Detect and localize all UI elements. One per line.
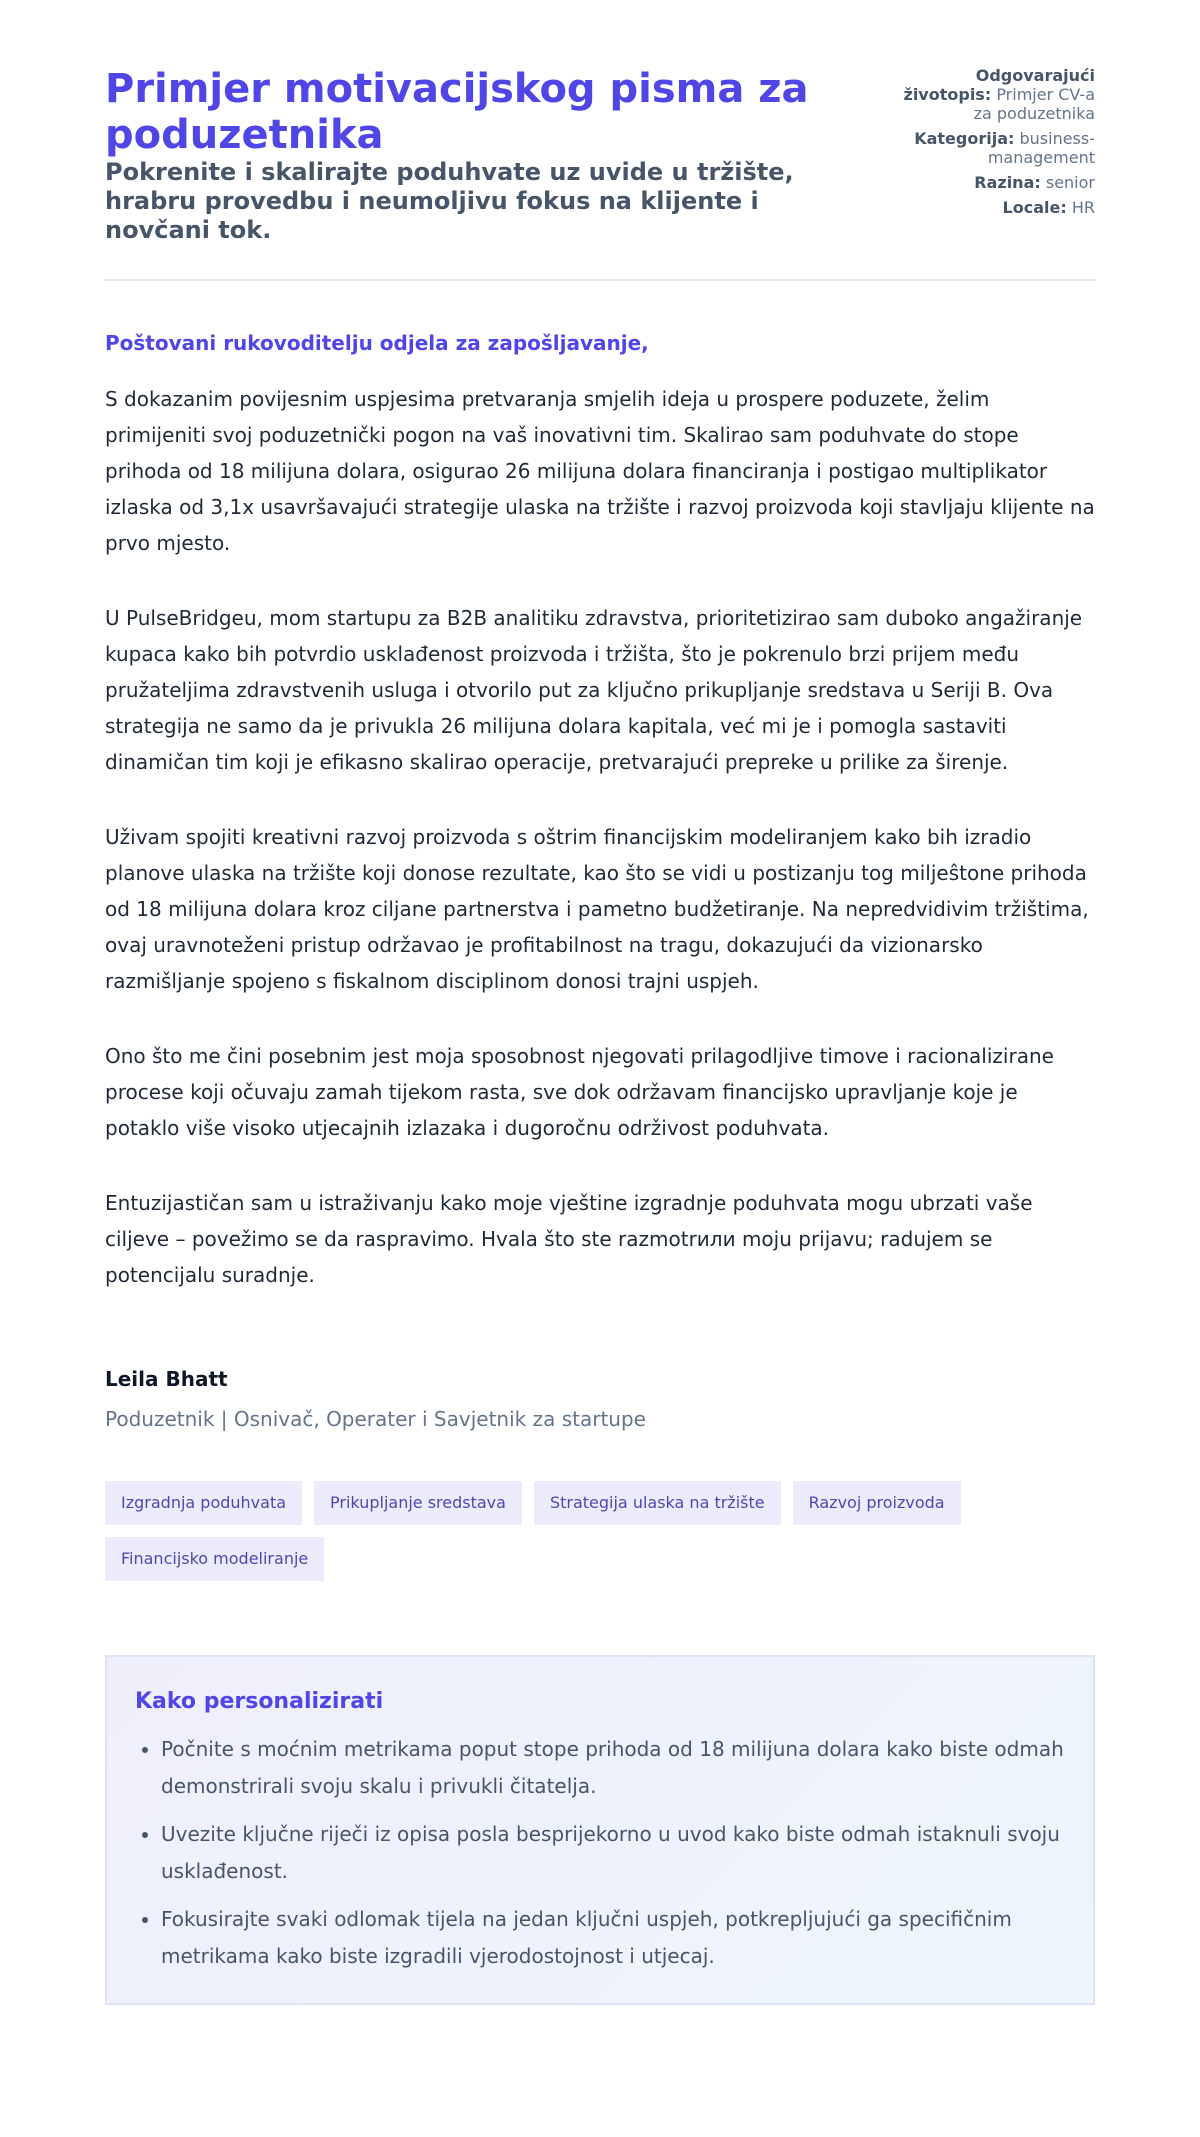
tips-title: Kako personalizirati — [135, 1689, 384, 1714]
letter-paragraph: S dokazanim povijesnim uspjesima pretvaranja smjelih ideja u prospere poduzete, želim primijeniti svoj poduzetnički pogon na vaš inovativni tim. Skalirao sam poduhvate do stope prihoda od 18 milijuna dolara, osigurao 26 milijuna dolara financiranja i postigao multiplikator izlaska od 3,1x usavršavajući strategije ulaska na tržište i razvoj proizvoda koji stavljaju klijente na prvo mjesto. — [105, 387, 1095, 555]
personalization-tips — [105, 1655, 1095, 2005]
meta-locale-value: HR — [1071, 198, 1095, 217]
meta-locale — [885, 198, 1095, 217]
signature-name: Leila Bhatt — [105, 1367, 228, 1391]
cover-letter-page — [105, 0, 1095, 2005]
signature-block — [105, 1365, 1095, 1433]
meta-category — [885, 129, 1095, 167]
tip-item: • Uvezite ključne riječi iz opisa posla besprijekorno u uvod kako biste odmah istaknuli svoju usklađenost. — [161, 1816, 1065, 1890]
letter-paragraph: Uživam spojiti kreativni razvoj proizvoda s oštrim financijskim modeliranjem kako bih izradio planove ulaska na tržište koji donose rezultate, kao što se vidi u postizanju tog miljeŝtone prihoda od 18 milijuna dolara kroz ciljane partnerstva i pametno budžetiranje. Na nepredvidivim tržištima, ovaj uravnoteženi pristup održavao je profitabilnost na tragu, dokazujući da vizionarsko razmišljanje spojeno s fiskalnom disciplinom donosi trajni uspjeh. — [105, 825, 1089, 993]
meta-resume-value[interactable]: Primjer CV-a za poduzetnika — [973, 85, 1095, 123]
page-title: Primjer motivacijskog pisma za poduzetnika — [105, 66, 809, 158]
meta-locale-label: Locale: — [1002, 198, 1067, 217]
skill-tag: Razvoj proizvoda — [793, 1481, 961, 1525]
skill-tag: Prikupljanje sredstava — [314, 1481, 522, 1525]
meta-category-label: Kategorija: — [914, 129, 1015, 148]
skill-tags — [105, 1481, 1095, 1581]
tip-item: • Fokusirajte svaki odlomak tijela na jedan ključni uspjeh, potkrepljujući ga specifičnim metrikama kako biste izgradili vjerodostojnost i utjecaj. — [161, 1901, 1065, 1975]
meta-level-value: senior — [1045, 173, 1095, 192]
skill-tag: Izgradnja poduhvata — [105, 1481, 302, 1525]
header-titles — [105, 66, 865, 245]
meta-resume — [885, 66, 1095, 123]
skill-tag: Financijsko modeliranje — [105, 1537, 324, 1581]
letter-paragraph: Entuzijastičan sam u istraživanju kako moje vještine izgradnje poduhvata mogu ubrzati vaše ciljeve – povežimo se da raspravimo. Hvala što ste razmotrили moju prijavu; radujem se potencijalu suradnje. — [105, 1191, 1033, 1287]
meta-level-label: Razina: — [974, 173, 1041, 192]
tips-list — [135, 1731, 1065, 1975]
page-header — [105, 66, 1095, 281]
tip-item: • Počnite s moćnim metrikama poput stope prihoda od 18 milijuna dolara kako biste odmah demonstrirali svoju skalu i privukli čitatelja. — [161, 1731, 1065, 1805]
skill-tag: Strategija ulaska na tržište — [534, 1481, 781, 1525]
meta-resume-label: Odgovarajući životopis: — [903, 66, 1095, 104]
letter-paragraph: U PulseBridgeu, mom startupu za B2B analitiku zdravstva, prioritetizirao sam duboko angažiranje kupaca kako bih potvrdio usklađenost proizvoda i tržišta, što je pokrenulo brzi prijem među pružateljima zdravstvenih usluga i otvorilo put za ključno prikupljanje sredstava u Seriji B. Ova strategija ne samo da je privukla 26 milijuna dolara kapitala, već mi je i pomogla sastaviti dinamičan tim koji je efikasno skalirao operacije, pretvarajući prepreke u prilike za širenje. — [105, 606, 1083, 774]
signature-title: Poduzetnik | Osnivač, Operater i Savjetnik za startupe — [105, 1407, 646, 1431]
meta-category-value: business-management — [987, 129, 1095, 167]
letter-greeting: Poštovani rukovoditelju odjela za zapošljavanje, — [105, 331, 649, 355]
meta-level — [885, 173, 1095, 192]
meta-panel — [885, 66, 1095, 223]
page-subtitle: Pokrenite i skalirajte poduhvate uz uvide u tržište, hrabru provedbu i neumoljivu fokus na klijente i novčani tok. — [105, 158, 794, 244]
letter-paragraph: Ono što me čini posebnim jest moja sposobnost njegovati prilagodljive timove i racionalizirane procese koji očuvaju zamah tijekom rasta, sve dok održavam financijsko upravljanje koje je potaklo više visoko utjecajnih izlazaka i dugoročnu održivost poduhvata. — [105, 1044, 1054, 1140]
letter-body — [105, 329, 1095, 1293]
